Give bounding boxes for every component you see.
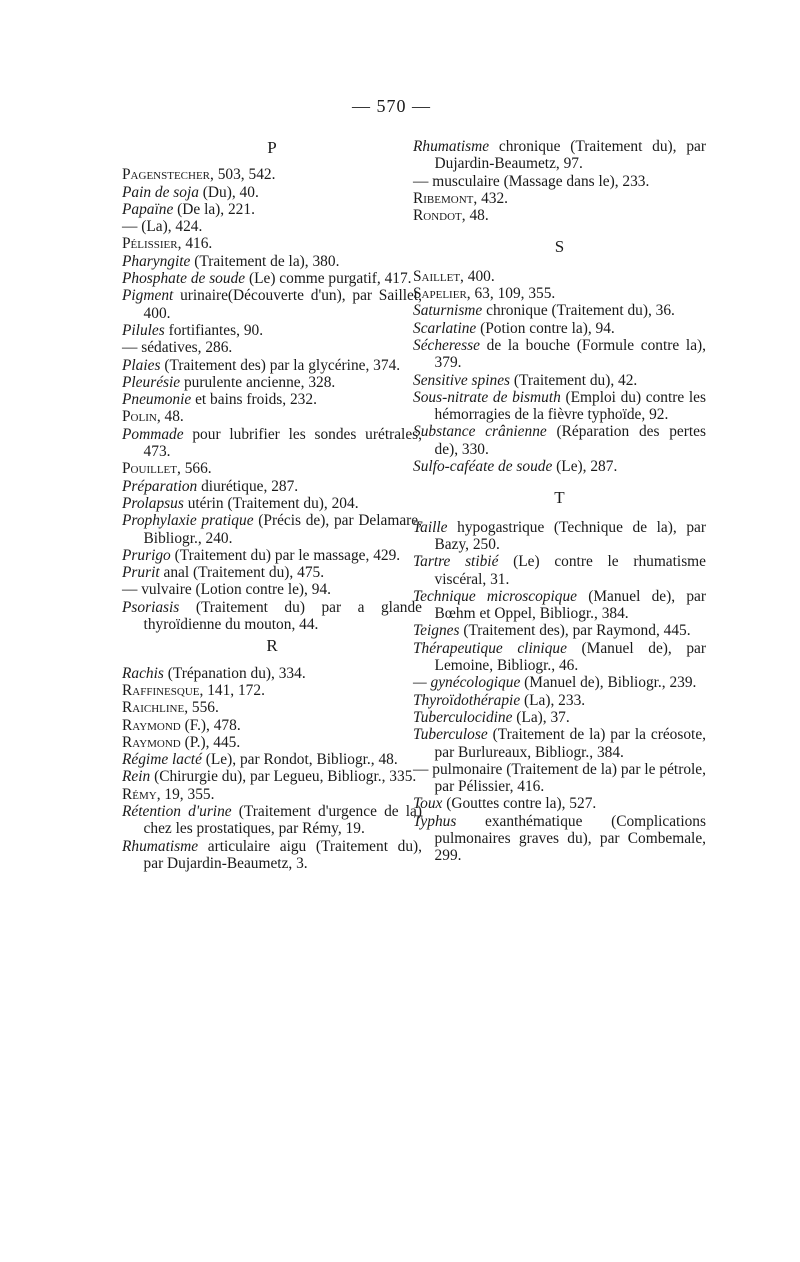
entry-heading: Rachis — [122, 664, 164, 682]
entry-heading: Tuberculocidine — [413, 708, 513, 726]
entry-heading: Pommade — [122, 425, 184, 443]
entry-text: (Précis de), par Delamare, Bibliogr., 240. — [143, 512, 422, 547]
index-entry — [413, 795, 706, 812]
index-entry — [122, 495, 422, 512]
entry-text: , 63, 109, 355. — [466, 285, 556, 303]
entry-heading: Prurit — [122, 564, 160, 582]
entry-heading: Tartre stibié — [413, 553, 499, 571]
entry-text: (Traitement de la) par la créosote, par Burlureaux, Bibliogr., 384. — [434, 726, 706, 761]
entry-text: diurétique, 287. — [197, 477, 299, 495]
entry-text: (Réparation des pertes de), 330. — [434, 423, 706, 458]
entry-text: (Traitement de la), 380. — [190, 252, 340, 270]
index-entry — [122, 218, 422, 235]
entry-heading: Pélissier — [122, 235, 178, 253]
index-entry — [122, 838, 422, 873]
entry-heading: Pleurésie — [122, 373, 181, 391]
entry-heading: Thyroïdothérapie — [413, 691, 521, 709]
entry-text: (Traitement d'urgence de la) chez les prostatiques, par Rémy, 19. — [143, 802, 422, 838]
entry-heading: Raichline — [122, 699, 185, 717]
index-entry — [122, 357, 422, 374]
index-entry — [413, 553, 706, 588]
index-entry — [122, 581, 422, 598]
entry-text: , 432. — [473, 189, 509, 207]
entry-text: — musculaire (Massage dans le), 233. — [413, 172, 650, 190]
index-column-left — [122, 135, 422, 872]
index-entry — [122, 768, 422, 785]
entry-heading: Sulfo-caféate de soude — [413, 458, 553, 476]
index-entry — [413, 674, 706, 691]
index-entry — [413, 372, 706, 389]
entry-text: , 48. — [461, 207, 489, 225]
index-entry — [413, 389, 706, 424]
index-entry — [413, 640, 706, 675]
entry-heading: Rondot — [413, 207, 462, 225]
entry-text: , 19, 355. — [156, 785, 215, 803]
entry-heading: Saillet — [413, 267, 461, 285]
index-entry — [122, 426, 422, 461]
index-entry — [122, 786, 422, 803]
entry-heading: Raymond — [122, 716, 181, 734]
entry-heading: Rémy — [122, 785, 157, 803]
entry-heading: Prophylaxie pratique — [122, 512, 254, 530]
entry-text: purulente ancienne, 328. — [180, 373, 336, 391]
index-entry — [122, 803, 422, 838]
entry-text: (Traitement du) par a glande thyroïdienne du mouton, 44. — [143, 598, 422, 634]
entry-text: (Manuel de), par Lemoine, Bibliogr., 46. — [434, 639, 706, 675]
index-entry — [413, 692, 706, 709]
entry-heading: Rétention d'urine — [122, 802, 232, 820]
entry-heading: Prolapsus — [122, 494, 184, 512]
index-entry — [122, 253, 422, 270]
entry-text: , 416. — [177, 235, 213, 253]
entry-text: , 556. — [184, 699, 219, 717]
entry-text: (Emploi du) contre les hémorragies de la fièvre typhoïde, 92. — [434, 388, 706, 424]
section-letter: S — [554, 237, 565, 257]
index-entry — [122, 682, 422, 699]
index-entry — [122, 734, 422, 751]
index-entry — [413, 268, 706, 285]
entry-text: (F.), 478. — [180, 716, 241, 734]
entry-text: (Manuel de), par Bœhm et Oppel, Bibliogr., 384. — [434, 587, 706, 623]
index-entry — [413, 813, 706, 865]
entry-text: et bains froids, 232. — [191, 391, 317, 409]
entry-text: fortifiantes, 90. — [164, 321, 264, 339]
entry-heading: Tuberculose — [413, 726, 488, 744]
index-entry — [122, 564, 422, 581]
entry-text: (De la), 221. — [173, 200, 255, 218]
entry-text: chronique (Traitement du), 36. — [482, 302, 675, 320]
entry-heading: Typhus — [413, 812, 457, 830]
entry-text: (P.), 445. — [180, 733, 241, 751]
index-entry — [413, 285, 706, 302]
entry-text: (Du), 40. — [198, 183, 259, 201]
entry-text: articulaire aigu (Traitement du), par Dujardin-Beaumetz, 3. — [143, 837, 422, 872]
index-entry — [122, 201, 422, 218]
index-entry — [413, 726, 706, 761]
entry-text: de la bouche (Formule contre la), 379. — [434, 336, 706, 372]
entry-heading: Préparation — [122, 477, 198, 495]
entry-text: (Traitement des) par la glycérine, 374. — [160, 356, 401, 374]
entry-heading: Thérapeutique clinique — [413, 639, 567, 657]
index-entry — [122, 460, 422, 477]
entry-heading: Papaïne — [122, 200, 174, 218]
index-entry — [413, 302, 706, 319]
section-letter: P — [267, 138, 277, 157]
entry-heading: Pilules — [122, 321, 165, 339]
entry-text: exanthématique (Complications pulmonaires graves du), par Combemale, 299. — [434, 812, 706, 865]
index-entry — [413, 138, 706, 173]
entry-heading: Ribemont — [413, 189, 474, 207]
page-number: — 570 — — [352, 96, 431, 116]
entry-text: (Le) contre le rhumatisme viscéral, 31. — [434, 553, 706, 588]
section-letter: T — [554, 488, 565, 508]
entry-text: , 141, 172. — [199, 681, 265, 699]
entry-heading: Rhumatisme — [122, 837, 199, 855]
index-entry — [122, 339, 422, 356]
entry-heading: Teignes — [413, 622, 460, 640]
entry-heading: Toux — [413, 795, 443, 813]
entry-heading: Sensitive spines — [413, 371, 511, 389]
entry-heading: Scarlatine — [413, 319, 477, 337]
index-entry — [122, 374, 422, 391]
index-entry — [122, 699, 422, 716]
index-entry — [122, 751, 422, 768]
entry-text: (La), 37. — [512, 708, 570, 726]
index-entry — [122, 717, 422, 734]
entry-heading: Pouillet — [122, 460, 177, 478]
entry-text: , 566. — [177, 460, 212, 478]
entry-heading: Pharyngite — [122, 252, 191, 270]
entry-heading: Pagenstecher — [122, 166, 211, 184]
index-entry — [413, 173, 706, 190]
index-entry — [413, 709, 706, 726]
index-entry — [122, 599, 422, 634]
entry-heading: Rein — [122, 768, 151, 786]
entry-heading: Pneumonie — [122, 391, 192, 409]
index-entry — [122, 270, 422, 287]
index-entry — [413, 458, 706, 475]
entry-heading: Saturnisme — [413, 302, 483, 320]
entry-heading: Pain de soja — [122, 183, 199, 201]
entry-heading: Sous-nitrate de bismuth — [413, 388, 561, 406]
index-column-right — [413, 138, 706, 865]
entry-text: (Manuel de), Bibliogr., 239. — [520, 674, 697, 692]
entry-heading: Sécheresse — [413, 336, 480, 354]
entry-text: (Traitement des), par Raymond, 445. — [459, 622, 691, 640]
entry-text: (Potion contre la), 94. — [476, 319, 615, 337]
index-entry — [413, 207, 706, 224]
index-entry — [413, 190, 706, 207]
entry-text: — vulvaire (Lotion contre le), 94. — [122, 581, 331, 599]
index-entry — [413, 622, 706, 639]
entry-heading: Technique microscopique — [413, 587, 577, 605]
entry-heading: Sapelier — [413, 285, 467, 303]
entry-text: (Le), par Rondot, Bibliogr., 48. — [201, 751, 398, 769]
index-entry — [122, 547, 422, 564]
entry-heading: Polin — [122, 408, 157, 426]
entry-heading: Psoriasis — [122, 598, 180, 616]
entry-text: — sédatives, 286. — [122, 339, 233, 357]
index-entry — [122, 235, 422, 252]
entry-heading: Prurigo — [122, 546, 171, 564]
entry-heading: Plaies — [122, 356, 161, 374]
index-entry — [413, 519, 706, 554]
entry-text: chronique (Traitement du), par Dujardin-Beaumetz, 97. — [434, 138, 706, 173]
index-entry — [122, 478, 422, 495]
entry-text: (Trépanation du), 334. — [163, 664, 306, 682]
index-entry — [122, 287, 422, 322]
index-entry — [413, 337, 706, 372]
index-entry — [122, 512, 422, 547]
entry-text: pour lubrifier les sondes urétrales, 473. — [143, 425, 422, 461]
index-entry — [122, 665, 422, 682]
index-entry — [122, 184, 422, 201]
entry-heading: Raymond — [122, 733, 181, 751]
index-entry — [413, 423, 706, 458]
entry-text: hypogastrique (Technique de la), par Bazy, 250. — [434, 518, 706, 553]
entry-text: urinaire(Découverte d'un), par Saillet, 400. — [143, 287, 422, 322]
index-entry — [122, 322, 422, 339]
entry-text: , 48. — [156, 408, 184, 426]
entry-text: , 400. — [460, 267, 495, 285]
index-entry — [122, 166, 422, 183]
entry-heading: — gynécologique — [413, 674, 521, 692]
index-entry — [413, 761, 706, 796]
entry-text: — (La), 424. — [122, 218, 203, 236]
entry-heading: Régime lacté — [122, 751, 202, 769]
entry-text: utérin (Traitement du), 204. — [183, 494, 359, 512]
entry-heading: Phosphate de soude — [122, 270, 246, 288]
section-letter: R — [266, 636, 278, 656]
entry-text: , 503, 542. — [210, 166, 276, 184]
entry-heading: Taille — [413, 518, 448, 536]
entry-text: (Le), 287. — [552, 458, 618, 476]
entry-heading: Pigment — [122, 287, 174, 305]
entry-text: (Traitement du), 42. — [510, 371, 638, 389]
entry-text: (La), 233. — [520, 691, 586, 709]
entry-text: (Gouttes contre la), 527. — [442, 795, 597, 813]
entry-heading: Substance crânienne — [413, 423, 547, 441]
index-entry — [122, 391, 422, 408]
entry-text: — pulmonaire (Traitement de la) par le pétrole, par Pélissier, 416. — [413, 760, 706, 796]
index-entry — [413, 588, 706, 623]
index-entry — [122, 408, 422, 425]
entry-text: (Le) comme purgatif, 417. — [245, 270, 412, 288]
index-entry — [413, 320, 706, 337]
entry-text: anal (Traitement du), 475. — [159, 564, 325, 582]
entry-heading: Rhumatisme — [413, 138, 490, 155]
entry-heading: Raffinesque — [122, 681, 200, 699]
entry-text: (Chirurgie du), par Legueu, Bibliogr., 335. — [150, 768, 417, 786]
entry-text: (Traitement du) par le massage, 429. — [170, 546, 401, 564]
